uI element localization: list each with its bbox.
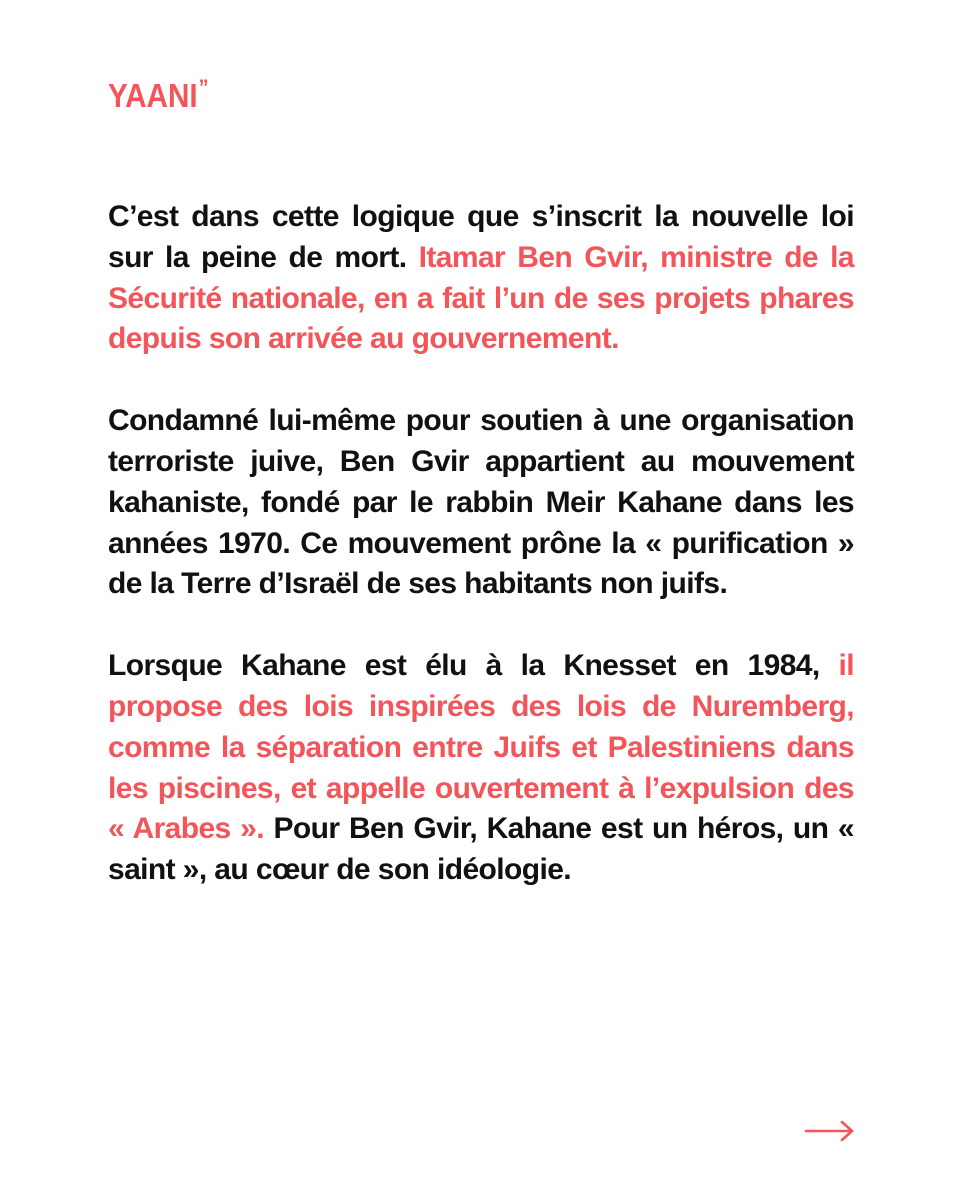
article-body — [108, 197, 854, 891]
brand-logo — [108, 76, 208, 120]
paragraph-1 — [108, 197, 854, 360]
paragraph-2-text: Condamné lui-même pour soutien à une organisation terroriste juive, Ben Gvir appartient au mouvement kahaniste, fondé par le rabbin Meir Kahane dans les années 1970. Ce mouvement prône la « purification » de la Terre d’Israël de ses habitants non juifs. — [108, 404, 854, 601]
brand-mark: ” — [198, 75, 209, 100]
paragraph-3-highlight: il propose des lois inspirées des lois de Nuremberg, comme la séparation entre Juifs et Palestiniens dans les piscines, et appelle ouvertement à l’expulsion des « Arabes ». — [108, 649, 854, 846]
paragraph-1-text: C’est dans cette logique que s’inscrit la nouvelle loi sur la peine de mort. — [108, 200, 854, 274]
paragraph-3-text-start: Lorsque Kahane est élu à la Knesset en 1984, — [108, 649, 839, 683]
arrow-right-icon[interactable] — [804, 1116, 856, 1146]
paragraph-3 — [108, 646, 854, 891]
paragraph-1-highlight: Itamar Ben Gvir, ministre de la Sécurité nationale, en a fait l’un de ses projets phares depuis son arrivée au gouvernement. — [108, 240, 854, 356]
paragraph-2 — [108, 401, 854, 605]
paragraph-3-text-end: Pour Ben Gvir, Kahane est un héros, un « saint », au cœur de son idéologie. — [108, 812, 854, 887]
brand-name: YAANI — [108, 77, 198, 114]
